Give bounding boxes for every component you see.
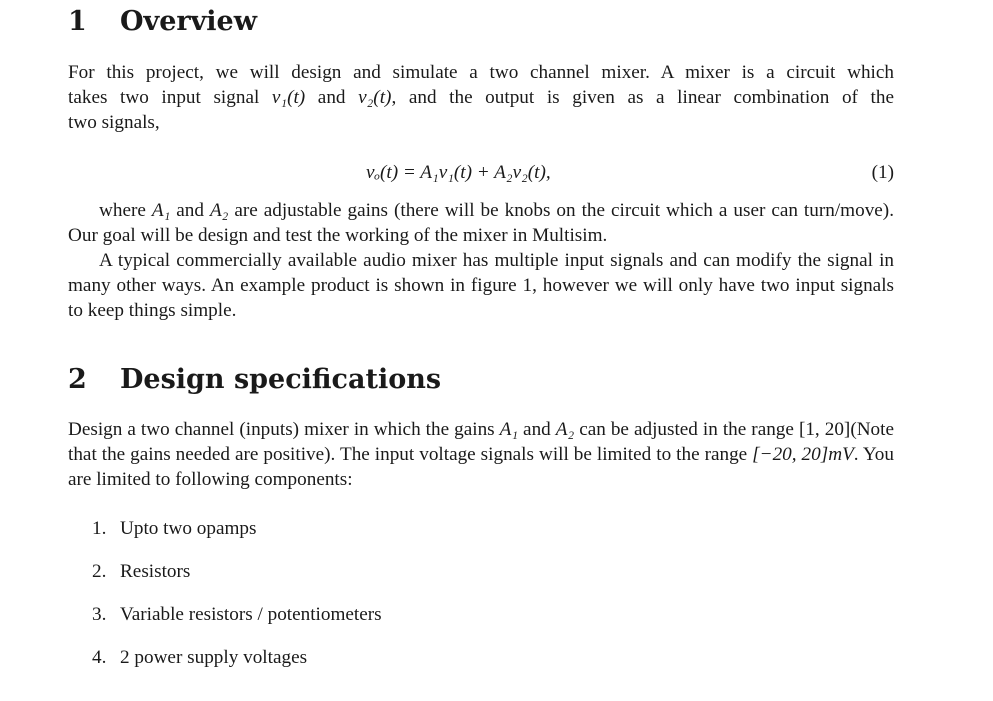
text-span: and [170,200,210,221]
equation-body: vₒ(t) = A₁v₁(t) + A₂v₂(t), [366,162,551,183]
text-span: can be adjusted in the range [574,419,799,440]
list-item-text: Upto two opamps [120,518,257,539]
math-voltage-range: [−20, 20]mV [752,444,854,465]
math-gain-range: [1, 20] [798,419,851,440]
overview-paragraph-1 [68,60,894,135]
overview-line-2 [68,85,894,110]
text-span: . You are limited to following components: [68,444,894,490]
list-item [92,559,190,584]
overview-line-3: two signals, [68,112,160,133]
text-span: Design a two channel (inputs) mixer in which the gains [68,419,500,440]
list-item-text: Resistors [120,561,191,582]
section-title: Design specifications [120,364,442,395]
equation-1 [68,160,894,186]
list-marker: 4. [92,647,107,668]
overview-paragraph-2 [68,198,894,248]
math-a1: A₁ [151,200,171,221]
overview-line-1: For this project, we will design and simulate a two channel mixer. A mixer is a circuit which [68,62,894,83]
section-heading-overview [68,8,257,35]
list-marker: 3. [92,604,107,625]
equation-number: (1) [871,162,894,183]
list-item-text: 2 power supply voltages [120,647,308,668]
list-item [92,645,307,670]
section-title: Overview [120,6,257,37]
text-span: are adjustable gains (there will be knobs on the circuit which a user can turn/move). Our goal will be design and test the working of the mixer in Multisim. [68,200,894,246]
section-heading-design-specifications [68,366,441,393]
math-v1t: v₁(t) [271,87,306,108]
text-span: (Note that the gains needed are positive). The input voltage signals will be limited to the range [68,419,894,465]
design-paragraph [68,417,894,492]
text-span: takes two input signal [68,87,272,108]
section-number: 1 [68,6,87,37]
math-a1: A₁ [499,419,519,440]
text-span: and [518,419,556,440]
list-marker: 2. [92,561,107,582]
list-item [92,516,256,541]
section-number: 2 [68,364,87,395]
text-span: and [305,87,359,108]
overview-paragraph-3: A typical commercially available audio mixer has multiple input signals and can modify the signal in many other ways. An example product is shown in figure 1, however we will only have two input signals to keep things simple. [68,250,894,321]
text-span: , and the output is given as a linear combination of the [391,87,894,108]
list-marker: 1. [92,518,107,539]
list-item-text: Variable resistors / potentiometers [120,604,382,625]
math-v2t: v₂(t) [358,87,392,108]
math-a2: A₂ [555,419,575,440]
math-a2: A₂ [209,200,229,221]
text-span: where [99,200,152,221]
list-item [92,602,382,627]
